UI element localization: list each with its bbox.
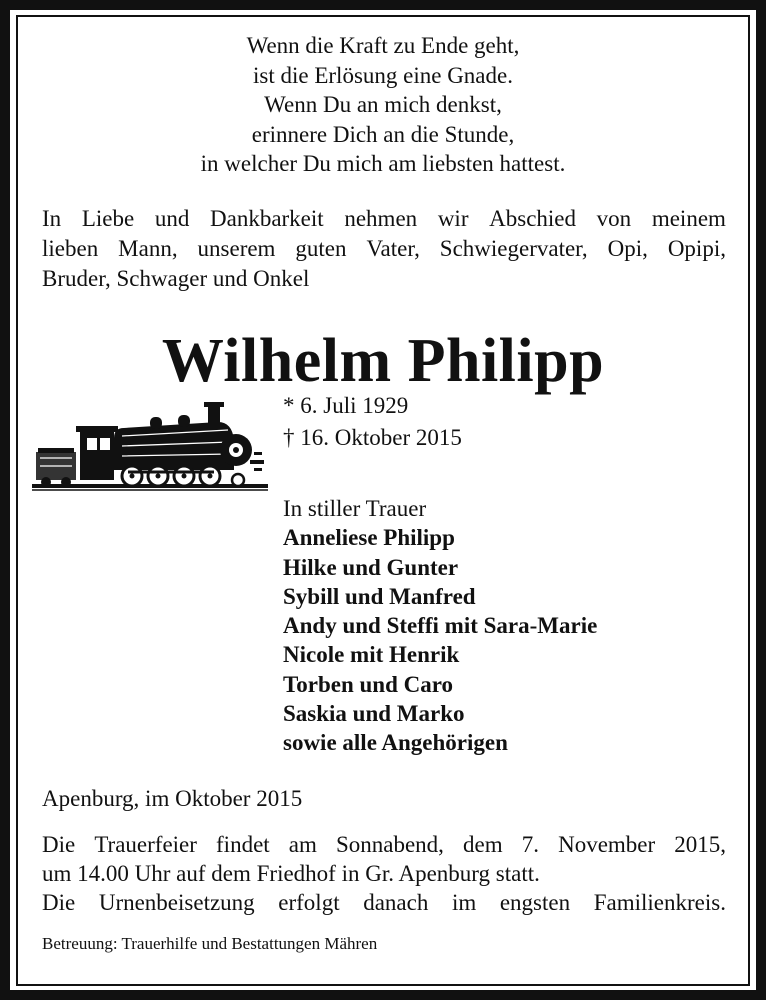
- poem-line: in welcher Du mich am liebsten hattest.: [200, 151, 566, 176]
- service-line: [42, 830, 726, 859]
- word: Urnenbeisetzung: [98, 890, 255, 915]
- word: 7.: [521, 832, 539, 857]
- word: wir: [437, 206, 469, 231]
- word: Die: [42, 832, 76, 857]
- poem-line: Wenn Du an mich denkst,: [264, 92, 502, 117]
- word: lieben: [42, 236, 99, 261]
- mourner-name: Nicole mit Henrik: [283, 642, 460, 668]
- place-and-date: Apenburg, im Oktober 2015: [42, 786, 303, 811]
- word: Opi,: [607, 236, 648, 261]
- word: guten: [295, 236, 347, 261]
- farewell-text: [42, 204, 726, 294]
- word: 2015,: [674, 832, 726, 857]
- word: danach: [363, 890, 429, 915]
- farewell-line: Bruder, Schwager und Onkel: [42, 266, 310, 291]
- funeral-service-info: [42, 830, 726, 917]
- word: im: [451, 890, 477, 915]
- mourners-list: [283, 494, 597, 758]
- word: Familienkreis.: [593, 890, 726, 915]
- word: am: [288, 832, 317, 857]
- word: In: [42, 206, 62, 231]
- birth-date: * 6. Juli 1929: [283, 393, 409, 418]
- farewell-line: [42, 234, 726, 264]
- word: Liebe: [81, 206, 135, 231]
- deceased-name: Wilhelm Philipp: [161, 327, 605, 395]
- word: Schwiegervater,: [439, 236, 588, 261]
- funeral-home-credit: Betreuung: Trauerhilfe und Bestattungen Mähren: [42, 934, 378, 953]
- mourner-name: Hilke und Gunter: [283, 554, 459, 580]
- word: Dankbarkeit: [210, 206, 324, 231]
- word: Die: [42, 890, 76, 915]
- word: Opipi,: [667, 236, 726, 261]
- word: findet: [216, 832, 270, 857]
- poem-line: Wenn die Kraft zu Ende geht,: [246, 33, 520, 58]
- word: erfolgt: [278, 890, 340, 915]
- death-date: † 16. Oktober 2015: [283, 425, 462, 450]
- poem-line: ist die Erlösung eine Gnade.: [253, 62, 513, 88]
- word: unserem: [197, 236, 276, 261]
- word: meinem: [651, 206, 726, 231]
- service-line: [42, 888, 726, 917]
- word: und: [154, 206, 190, 231]
- mourner-name: Sybill und Manfred: [283, 583, 476, 609]
- mourner-name: Anneliese Philipp: [283, 525, 455, 551]
- life-dates: [283, 390, 462, 454]
- poem-line: erinnere Dich an die Stunde,: [251, 121, 515, 147]
- word: Sonnabend,: [335, 832, 444, 857]
- word: Vater,: [366, 236, 420, 261]
- word: engsten: [499, 890, 571, 915]
- mourner-name: Torben und Caro: [283, 671, 454, 697]
- service-line: um 14.00 Uhr auf dem Friedhof in Gr. Apenburg statt.: [42, 861, 540, 886]
- mourner-name: sowie alle Angehörigen: [283, 730, 508, 756]
- word: Abschied: [489, 206, 577, 231]
- word: dem: [463, 832, 503, 857]
- word: November: [558, 832, 656, 857]
- word: nehmen: [344, 206, 418, 231]
- word: von: [596, 206, 632, 231]
- steam-locomotive-icon: [32, 400, 268, 496]
- mourner-name: Andy und Steffi mit Sara-Marie: [283, 613, 598, 639]
- mourning-heading: In stiller Trauer: [283, 496, 427, 521]
- word: Mann,: [118, 236, 178, 261]
- mourner-name: Saskia und Marko: [283, 701, 465, 727]
- word: Trauerfeier: [94, 832, 197, 857]
- farewell-line: [42, 204, 726, 234]
- memorial-poem: [40, 31, 726, 179]
